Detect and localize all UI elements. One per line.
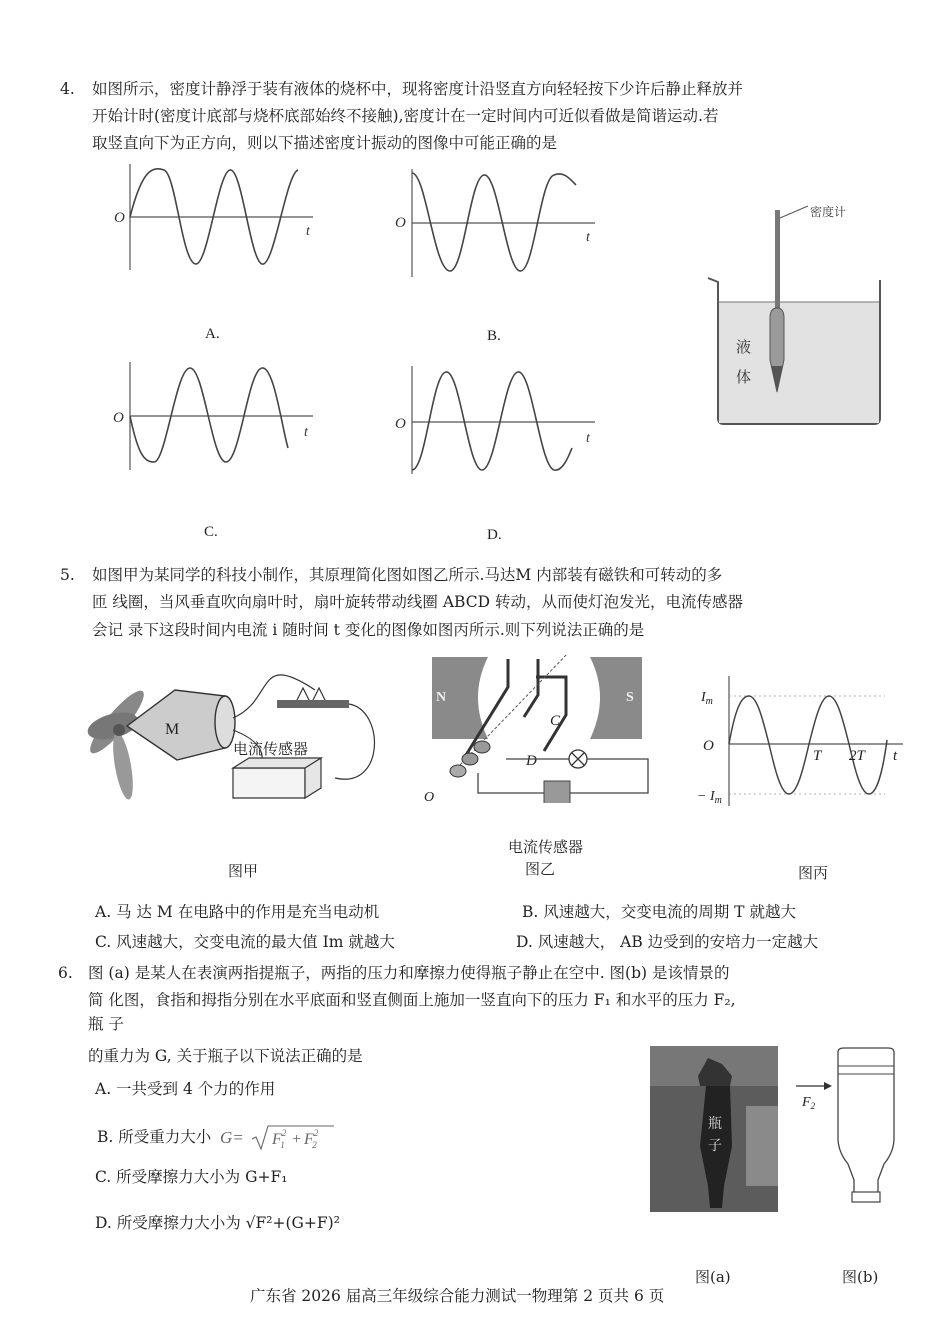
q4-graph-a [108,160,323,280]
sensor-label: 电流传感器 [233,742,309,758]
magnet-s-label: S [626,690,634,705]
period-t-label: T [813,748,822,764]
q4-text-line2: 开始计时(密度计底部与烧杯底部始终不接触),密度计在一定时间内可近似看做是简谐运动.若 [92,107,719,125]
origin-label: O [113,410,124,426]
liquid-label-1: 液 [736,340,752,356]
bottle-label-1: 瓶 [708,1117,722,1132]
svg-text:F22: $F^2$ 2 [304,1128,319,1150]
formula-f1: F [272,1131,282,1148]
magnet-n-label: N [436,690,447,705]
figure-b-bottle [792,1044,912,1214]
origin-label: O [395,215,406,231]
svg-text:F2: $F_2$ [802,1095,816,1111]
origin-label: O [703,738,714,754]
caption-yi: 图乙 [525,860,556,878]
q6-text-line2: 简 化图，食指和拇指分别在水平底面和竖直侧面上施加一竖直向下的压力 F₁ 和水平的压力 F₂, [88,991,736,1009]
q6-number: 6. [58,964,73,982]
q4-number: 4. [60,80,75,98]
neg-im-label: − $I_m$ [697,789,722,806]
q5-text-line2: 匝 线圈，当风垂直吹向扇叶时，扇叶旋转带动线圈 ABCD 转动，从而使灯泡发光，电流传感器 [92,593,743,611]
coil-c-label: C [550,713,561,729]
q5-option-a[interactable]: A. 马 达 M 在电路中的作用是充当电动机 [95,903,380,921]
q5-number: 5. [60,566,75,584]
q5-option-b[interactable]: B. 风速越大，交变电流的周期 T 就越大 [522,903,796,921]
svg-text:F21: $F^2$ 1 [272,1128,287,1150]
q4-option-a[interactable]: A. [205,326,220,342]
period-2t-label: 2T [849,748,865,764]
axis-o-label: O [424,790,435,803]
q6-option-d[interactable]: D. 所受摩擦力大小为 √F²+(G+F)² [95,1214,340,1232]
force-f2-label: F [802,1095,811,1110]
q6-text-line1: 图 (a) 是某人在表演两指提瓶子，两指的压力和摩擦力使得瓶子静止在空中. 图(b) 是该情景的 [88,964,730,982]
figure-a-photo [650,1046,778,1212]
q6-option-c[interactable]: C. 所受摩擦力大小为 G+F₁ [95,1168,288,1186]
bottle-label-2: 子 [708,1139,722,1154]
q5-text-line3: 会记 录下这段时间内电流 i 随时间 t 变化的图像如图丙所示.则下列说法正确的是 [92,621,645,639]
caption-bing: 图丙 [798,864,829,882]
time-label: t [586,431,590,446]
time-label: t [306,224,310,239]
q4-graph-d [390,362,605,482]
formula-plus: + [292,1131,302,1148]
q6-text-line4: 的重力为 G, 关于瓶子以下说法正确的是 [88,1047,363,1065]
liquid-label-2: 体 [736,370,752,386]
q4-option-d[interactable]: D. [487,527,502,543]
beaker-figure [700,200,900,435]
motor-label: M [165,721,180,738]
q6-option-b[interactable] [97,1122,336,1154]
q5-option-c[interactable]: C. 风速越大，交变电流的最大值 Im 就越大 [95,933,395,951]
coil-d-label: D [526,753,537,769]
q4-text-line3: 取竖直向下为正方向，则以下描述密度计振动的图像中可能正确的是 [92,134,558,152]
origin-label: O [114,210,125,226]
q5-option-d[interactable]: D. 风速越大， AB 边受到的安培力一定越大 [516,933,819,951]
time-label: t [586,230,590,245]
q4-text-line1: 如图所示，密度计静浮于装有液体的烧杯中，现将密度计沿竖直方向轻轻按下少许后静止释放并 [92,80,744,98]
figure-yi-generator [420,655,650,803]
caption-sensor-yi: 电流传感器 [508,838,584,856]
page-footer: 广东省 2026 届高三年级综合能力测试一物理第 2 页共 6 页 [250,1287,665,1305]
q4-graph-b [390,165,605,285]
caption-jia: 图甲 [228,862,259,880]
figure-bing-current-graph [695,670,910,810]
im-label: $I_m$ [701,690,713,707]
q4-option-c[interactable]: C. [204,524,218,540]
figure-jia-fan-motor [65,660,385,810]
q6-option-b-label: B. 所受重力大小 [97,1128,212,1146]
q6-option-a[interactable]: A. 一共受到 4 个力的作用 [95,1080,276,1098]
origin-label: O [395,416,406,432]
q5-text-line1: 如图甲为某同学的科技小制作，其原理简化图如图乙所示.马达M 内部装有磁铁和可转动的多 [92,566,723,584]
time-label: t [304,425,308,440]
q4-graph-c [108,358,323,478]
time-label: t [893,748,898,764]
gravity-formula [216,1122,336,1154]
formula-g: G= [220,1128,244,1147]
q4-option-b[interactable]: B. [487,328,501,344]
caption-b: 图(b) [842,1268,879,1286]
formula-f2: F [304,1131,314,1148]
q6-text-line3: 瓶 子 [88,1015,124,1033]
hydrometer-label: 密度计 [810,205,847,219]
caption-a: 图(a) [695,1268,731,1286]
